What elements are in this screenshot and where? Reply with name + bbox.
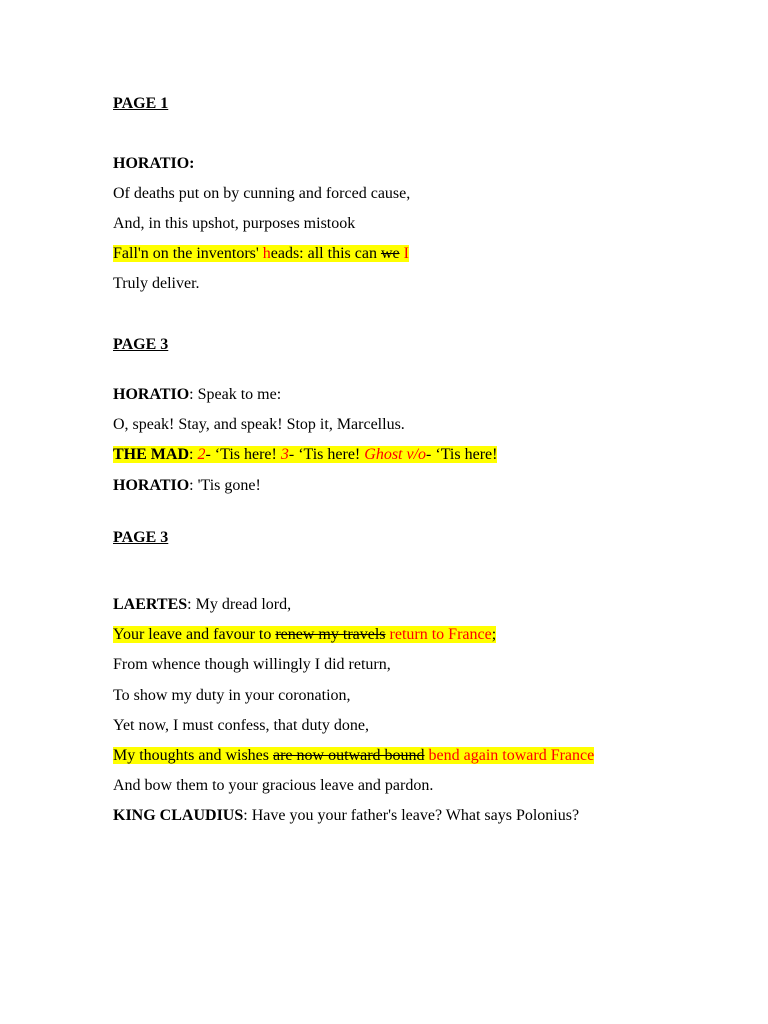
highlighted-space	[386, 626, 390, 643]
dialogue-line: Yet now, I must confess, that duty done,	[113, 717, 369, 734]
dialogue-line-revised	[113, 746, 594, 765]
dialogue-text: : Speak to me:	[189, 386, 282, 403]
speaker-laertes: LAERTES	[113, 596, 188, 613]
section-heading-page-3: PAGE 3	[113, 529, 169, 546]
revised-text: Ghost v/o	[364, 446, 427, 463]
revised-text: return to France	[389, 626, 492, 643]
speaker-horatio: HORATIO:	[113, 155, 195, 172]
struck-text: we	[380, 245, 400, 262]
highlighted-text: - ‘Tis here!	[205, 446, 281, 463]
highlighted-space	[425, 747, 429, 764]
revised-text: I	[403, 245, 409, 262]
highlighted-text: eads: all this can	[270, 245, 381, 262]
highlighted-text: My thoughts and wishes	[113, 747, 273, 764]
revised-text: 2	[197, 446, 206, 463]
dialogue-line: To show my duty in your coronation,	[113, 687, 351, 704]
revised-text: bend again toward France	[428, 747, 595, 764]
highlighted-text: - ‘Tis here!	[426, 446, 498, 463]
section-heading-page-3: PAGE 3	[113, 336, 169, 353]
dialogue-line: And bow them to your gracious leave and pardon.	[113, 777, 434, 794]
dialogue-line: Of deaths put on by cunning and forced cause,	[113, 185, 411, 202]
highlighted-text: - ‘Tis here!	[288, 446, 365, 463]
section-heading-page-1: PAGE 1	[113, 95, 169, 112]
dialogue-line: O, speak! Stay, and speak! Stop it, Marcellus.	[113, 416, 405, 433]
speaker-the-mad: THE MAD	[113, 446, 189, 463]
speaker-horatio: HORATIO	[113, 477, 190, 494]
dialogue-line: Truly deliver.	[113, 275, 200, 292]
dialogue-text: : 'Tis gone!	[189, 477, 261, 494]
dialogue-line	[113, 476, 261, 495]
highlighted-text: ;	[491, 626, 497, 643]
highlighted-text: Fall'n on the inventors'	[113, 245, 263, 262]
highlighted-space	[400, 245, 404, 262]
speaker-king-claudius: KING CLAUDIUS	[113, 807, 244, 824]
speaker-horatio: HORATIO	[113, 386, 190, 403]
highlighted-text: :	[189, 446, 198, 463]
dialogue-line: And, in this upshot, purposes mistook	[113, 215, 356, 232]
dialogue-line-revised	[113, 625, 496, 644]
dialogue-line	[113, 595, 291, 614]
struck-text: renew my travels	[275, 626, 386, 643]
dialogue-line-revised	[113, 445, 497, 464]
revised-text: h	[262, 245, 271, 262]
dialogue-line	[113, 806, 579, 825]
struck-text: are now outward bound	[273, 747, 425, 764]
dialogue-line-revised	[113, 244, 409, 263]
highlighted-text: Your leave and favour to	[113, 626, 276, 643]
dialogue-line	[113, 385, 281, 404]
revised-text: 3	[280, 446, 289, 463]
dialogue-text: : My dread lord,	[187, 596, 292, 613]
dialogue-line: From whence though willingly I did return,	[113, 656, 391, 673]
dialogue-text: : Have you your father's leave? What says Polonius?	[243, 807, 580, 824]
